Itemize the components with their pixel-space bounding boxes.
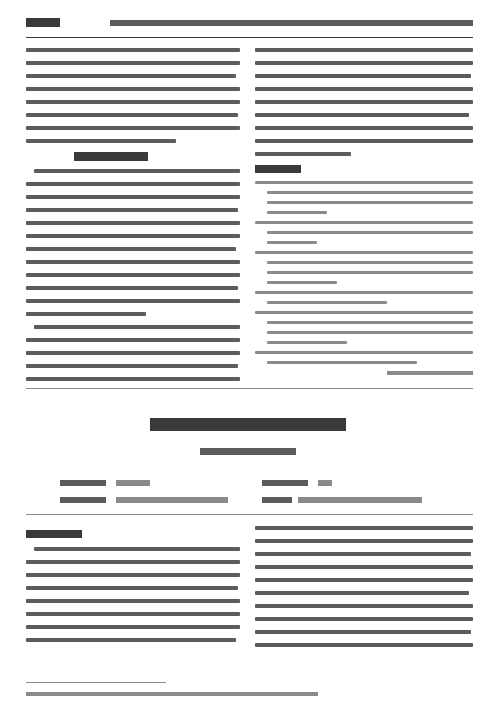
text-line xyxy=(255,630,471,634)
running-head xyxy=(110,20,473,26)
meta-label xyxy=(60,480,106,486)
text-line xyxy=(255,539,473,543)
page-header xyxy=(26,12,473,38)
article-metadata-right xyxy=(262,478,442,508)
reference-entry xyxy=(255,291,473,304)
text-line xyxy=(267,201,473,204)
meta-label xyxy=(60,497,106,503)
reference-entry xyxy=(255,221,473,244)
text-line xyxy=(26,208,238,212)
text-line xyxy=(255,181,473,184)
text-line xyxy=(255,221,473,224)
text-line xyxy=(26,560,240,564)
text-line xyxy=(26,351,240,355)
text-line xyxy=(26,195,240,199)
text-line xyxy=(267,301,387,304)
case-report-right-column xyxy=(255,526,473,676)
text-line xyxy=(26,377,240,381)
text-line xyxy=(26,87,240,91)
previous-article-right-column xyxy=(255,48,473,383)
text-line xyxy=(26,260,240,264)
text-line xyxy=(267,191,473,194)
text-line xyxy=(267,271,473,274)
text-line xyxy=(255,526,473,530)
case-report-left-column xyxy=(26,526,240,676)
text-line xyxy=(26,74,236,78)
text-line xyxy=(26,273,240,277)
text-line xyxy=(255,100,473,104)
meta-value xyxy=(318,480,332,486)
meta-label xyxy=(262,480,308,486)
text-line xyxy=(26,312,146,316)
text-line xyxy=(255,139,473,143)
received-date xyxy=(387,371,473,375)
text-line xyxy=(26,247,236,251)
text-line xyxy=(267,331,473,334)
text-line xyxy=(267,241,317,244)
text-line xyxy=(26,338,240,342)
text-line xyxy=(267,231,473,234)
text-line xyxy=(255,578,473,582)
text-line xyxy=(255,643,473,647)
text-line xyxy=(255,604,473,608)
text-line xyxy=(255,311,473,314)
text-line xyxy=(255,552,471,556)
text-line xyxy=(255,113,469,117)
text-line xyxy=(26,100,240,104)
text-line xyxy=(26,61,240,65)
text-line xyxy=(34,325,240,329)
text-line xyxy=(267,361,417,364)
text-line xyxy=(267,341,347,344)
text-line xyxy=(255,591,469,595)
reference-entry xyxy=(255,181,473,214)
text-line xyxy=(255,61,473,65)
meta-label xyxy=(262,497,292,503)
text-line xyxy=(267,261,473,264)
text-line xyxy=(255,291,473,294)
text-line xyxy=(26,599,240,603)
reference-entry xyxy=(255,351,473,364)
text-line xyxy=(255,565,473,569)
text-line xyxy=(26,364,238,368)
text-line xyxy=(26,625,240,629)
text-line xyxy=(34,547,240,551)
header-rule xyxy=(26,37,473,38)
footnote-rule xyxy=(26,682,166,683)
meta-value xyxy=(116,480,150,486)
text-line xyxy=(26,299,240,303)
section-heading xyxy=(74,152,148,161)
text-line xyxy=(34,169,240,173)
text-line xyxy=(26,182,240,186)
text-line xyxy=(255,351,473,354)
text-line xyxy=(26,221,240,225)
text-line xyxy=(26,139,176,143)
section-heading xyxy=(26,530,82,538)
text-line xyxy=(267,321,473,324)
text-line xyxy=(26,573,240,577)
text-line xyxy=(26,48,240,52)
page-number xyxy=(26,18,60,27)
article-metadata-left xyxy=(60,478,230,508)
author-line xyxy=(200,448,296,455)
text-line xyxy=(26,586,238,590)
meta-value xyxy=(116,497,228,503)
text-line xyxy=(255,617,473,621)
text-line xyxy=(26,286,238,290)
text-line xyxy=(255,74,471,78)
text-line xyxy=(255,251,473,254)
article-title xyxy=(150,418,346,431)
text-line xyxy=(267,281,337,284)
text-line xyxy=(255,87,473,91)
text-line xyxy=(26,126,240,130)
reference-entry xyxy=(255,251,473,284)
metadata-rule xyxy=(26,514,473,515)
text-line xyxy=(26,612,240,616)
text-line xyxy=(26,638,236,642)
text-line xyxy=(255,48,473,52)
author-affiliation-footnote xyxy=(26,692,318,696)
text-line xyxy=(255,152,351,156)
text-line xyxy=(26,234,240,238)
previous-article-left-column xyxy=(26,48,240,383)
references-heading xyxy=(255,165,301,173)
reference-entry xyxy=(255,311,473,344)
meta-value xyxy=(298,497,422,503)
text-line xyxy=(26,113,238,117)
text-line xyxy=(267,211,327,214)
article-separator xyxy=(26,388,473,389)
text-line xyxy=(255,126,473,130)
